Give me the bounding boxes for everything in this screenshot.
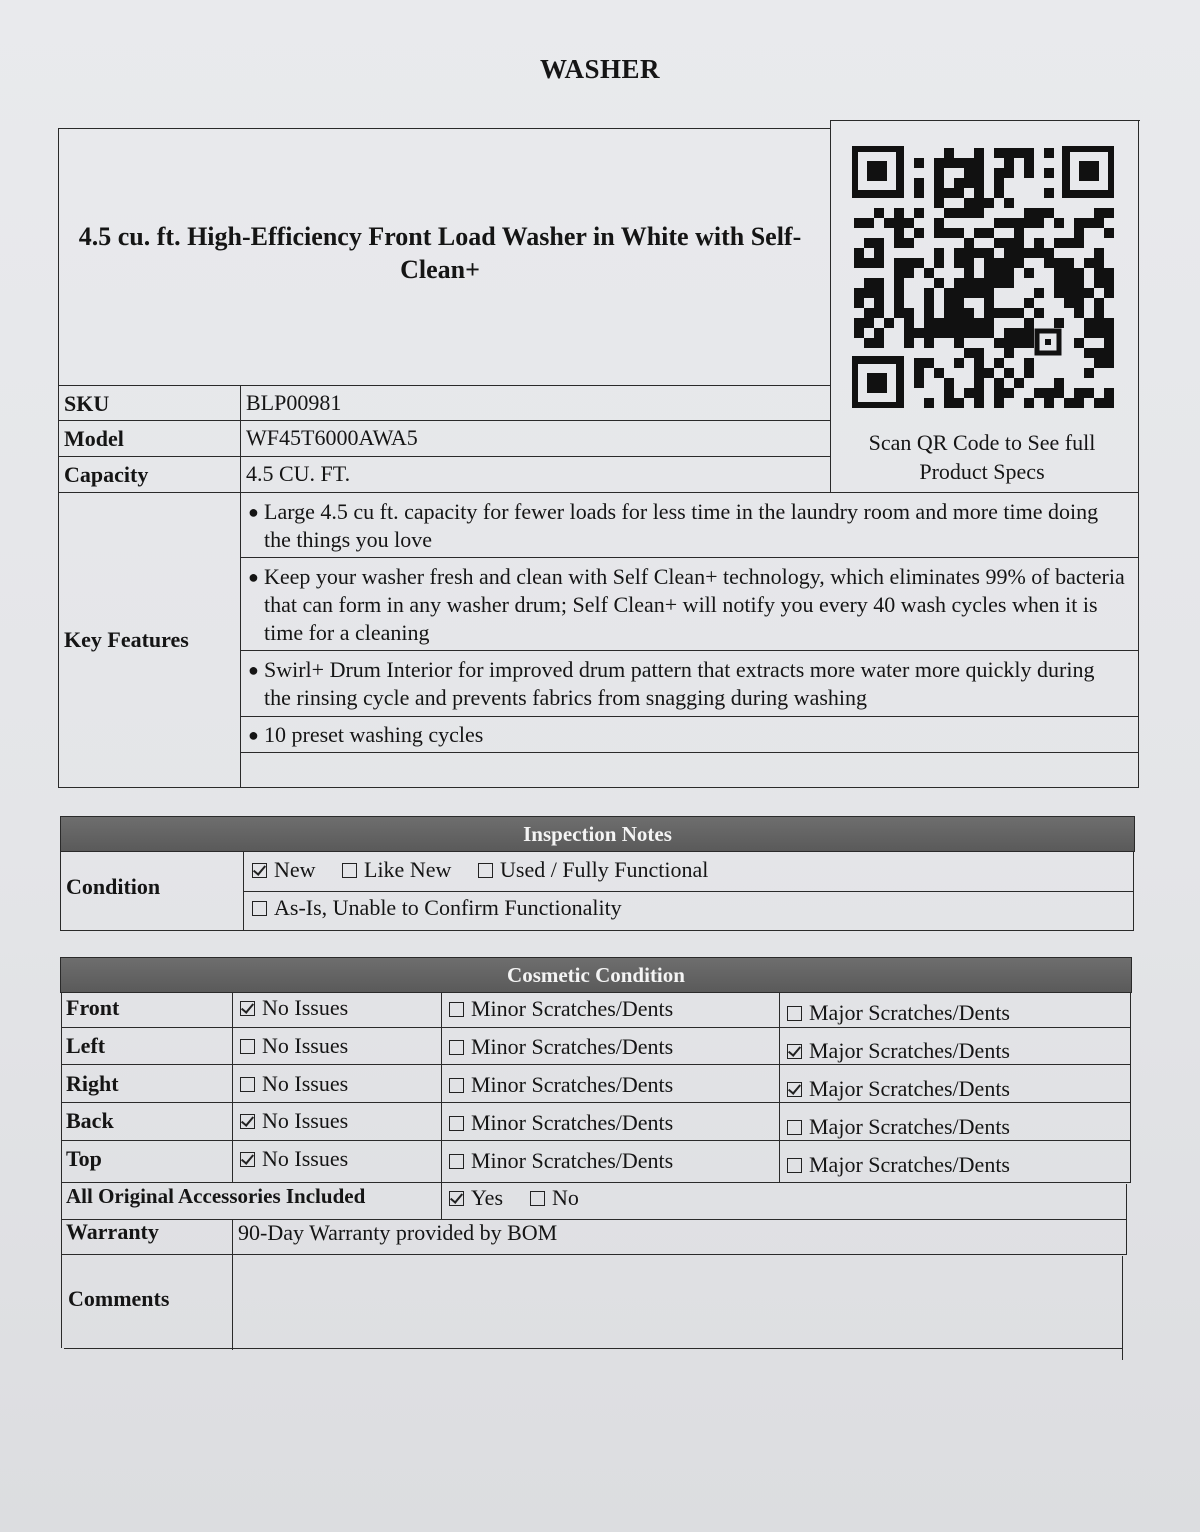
checkbox-icon[interactable] <box>449 1154 464 1169</box>
checkbox-icon[interactable] <box>449 1040 464 1055</box>
capacity-label: Capacity <box>64 462 149 487</box>
feature-item: ● 10 preset washing cycles <box>248 722 484 747</box>
capacity-value: 4.5 CU. FT. <box>246 461 351 486</box>
side-label-front: Front <box>66 995 120 1020</box>
side-label-left: Left <box>66 1033 106 1058</box>
bullet-icon: ● <box>248 725 259 745</box>
back-no-issues[interactable]: No Issues <box>240 1108 348 1134</box>
checkbox-icon[interactable] <box>787 1006 802 1021</box>
feature-item: ● Swirl+ Drum Interior for improved drum pattern that extracts more water more quickly during the rinsing cycle and prevents fabrics from snagging during washing <box>248 657 1095 710</box>
condition-option-like-new[interactable]: Like New <box>342 857 451 883</box>
right-minor[interactable]: Minor Scratches/Dents <box>449 1072 673 1098</box>
checkbox-checked-icon[interactable] <box>240 1114 255 1129</box>
checkbox-icon[interactable] <box>240 1077 255 1092</box>
model-label: Model <box>64 426 124 451</box>
qr-caption: Scan QR Code to See full Product Specs <box>868 430 1096 484</box>
checkbox-icon[interactable] <box>478 863 493 878</box>
checkbox-icon[interactable] <box>449 1002 464 1017</box>
bullet-icon: ● <box>248 660 259 680</box>
accessories-no[interactable]: No <box>530 1185 579 1211</box>
sku-label: SKU <box>64 391 110 416</box>
left-no-issues[interactable]: No Issues <box>240 1033 348 1059</box>
model-value: WF45T6000AWA5 <box>246 425 418 450</box>
checkbox-checked-icon[interactable] <box>240 1001 255 1016</box>
side-label-back: Back <box>66 1108 114 1133</box>
right-major[interactable]: Major Scratches/Dents <box>787 1076 1010 1102</box>
inspection-header: Inspection Notes <box>60 816 1135 852</box>
checkbox-icon[interactable] <box>787 1120 802 1135</box>
checkbox-icon[interactable] <box>449 1116 464 1131</box>
front-minor[interactable]: Minor Scratches/Dents <box>449 996 673 1022</box>
product-title: 4.5 cu. ft. High-Efficiency Front Load Washer in White with Self-Clean+ <box>78 222 802 284</box>
key-features-label: Key Features <box>64 627 189 652</box>
front-no-issues[interactable]: No Issues <box>240 995 348 1021</box>
bullet-icon: ● <box>248 567 259 587</box>
checkbox-checked-icon[interactable] <box>787 1044 802 1059</box>
qr-code-icon[interactable] <box>852 146 1114 408</box>
checkbox-icon[interactable] <box>787 1158 802 1173</box>
side-label-right: Right <box>66 1071 119 1096</box>
top-minor[interactable]: Minor Scratches/Dents <box>449 1148 673 1174</box>
condition-option-new[interactable]: New <box>252 857 316 883</box>
checkbox-icon[interactable] <box>530 1191 545 1206</box>
back-minor[interactable]: Minor Scratches/Dents <box>449 1110 673 1136</box>
feature-item: ● Keep your washer fresh and clean with Self Clean+ technology, which eliminates 99% of bacteria that can form in any washer drum; Self Clean+ will notify you every 40 wash cycles when it is time for a cleaning <box>248 564 1125 645</box>
top-major[interactable]: Major Scratches/Dents <box>787 1152 1010 1178</box>
checkbox-checked-icon[interactable] <box>787 1082 802 1097</box>
checkbox-icon[interactable] <box>342 863 357 878</box>
left-minor[interactable]: Minor Scratches/Dents <box>449 1034 673 1060</box>
checkbox-checked-icon[interactable] <box>240 1152 255 1167</box>
left-major[interactable]: Major Scratches/Dents <box>787 1038 1010 1064</box>
front-major[interactable]: Major Scratches/Dents <box>787 1000 1010 1026</box>
bullet-icon: ● <box>248 502 259 522</box>
checkbox-icon[interactable] <box>240 1039 255 1054</box>
top-no-issues[interactable]: No Issues <box>240 1146 348 1172</box>
feature-item: ● Large 4.5 cu ft. capacity for fewer loads for less time in the laundry room and more time doing the things you love <box>248 499 1099 552</box>
comments-field[interactable] <box>240 1262 1110 1342</box>
right-no-issues[interactable]: No Issues <box>240 1071 348 1097</box>
checkbox-icon[interactable] <box>252 901 267 916</box>
warranty-value: 90-Day Warranty provided by BOM <box>238 1220 558 1245</box>
checkbox-checked-icon[interactable] <box>449 1191 464 1206</box>
sku-value: BLP00981 <box>246 390 342 415</box>
condition-option-used[interactable]: Used / Fully Functional <box>478 857 708 883</box>
warranty-label: Warranty <box>66 1219 159 1244</box>
checkbox-icon[interactable] <box>449 1078 464 1093</box>
cosmetic-header: Cosmetic Condition <box>60 957 1132 993</box>
condition-label: Condition <box>66 874 161 899</box>
accessories-yes[interactable]: Yes <box>449 1185 503 1211</box>
accessories-label: All Original Accessories Included <box>66 1184 366 1208</box>
condition-option-as-is[interactable]: As-Is, Unable to Confirm Functionality <box>252 895 622 921</box>
back-major[interactable]: Major Scratches/Dents <box>787 1114 1010 1140</box>
side-label-top: Top <box>66 1146 102 1171</box>
document-title: WASHER <box>539 54 661 84</box>
checkbox-checked-icon[interactable] <box>252 863 267 878</box>
comments-label: Comments <box>68 1286 170 1311</box>
